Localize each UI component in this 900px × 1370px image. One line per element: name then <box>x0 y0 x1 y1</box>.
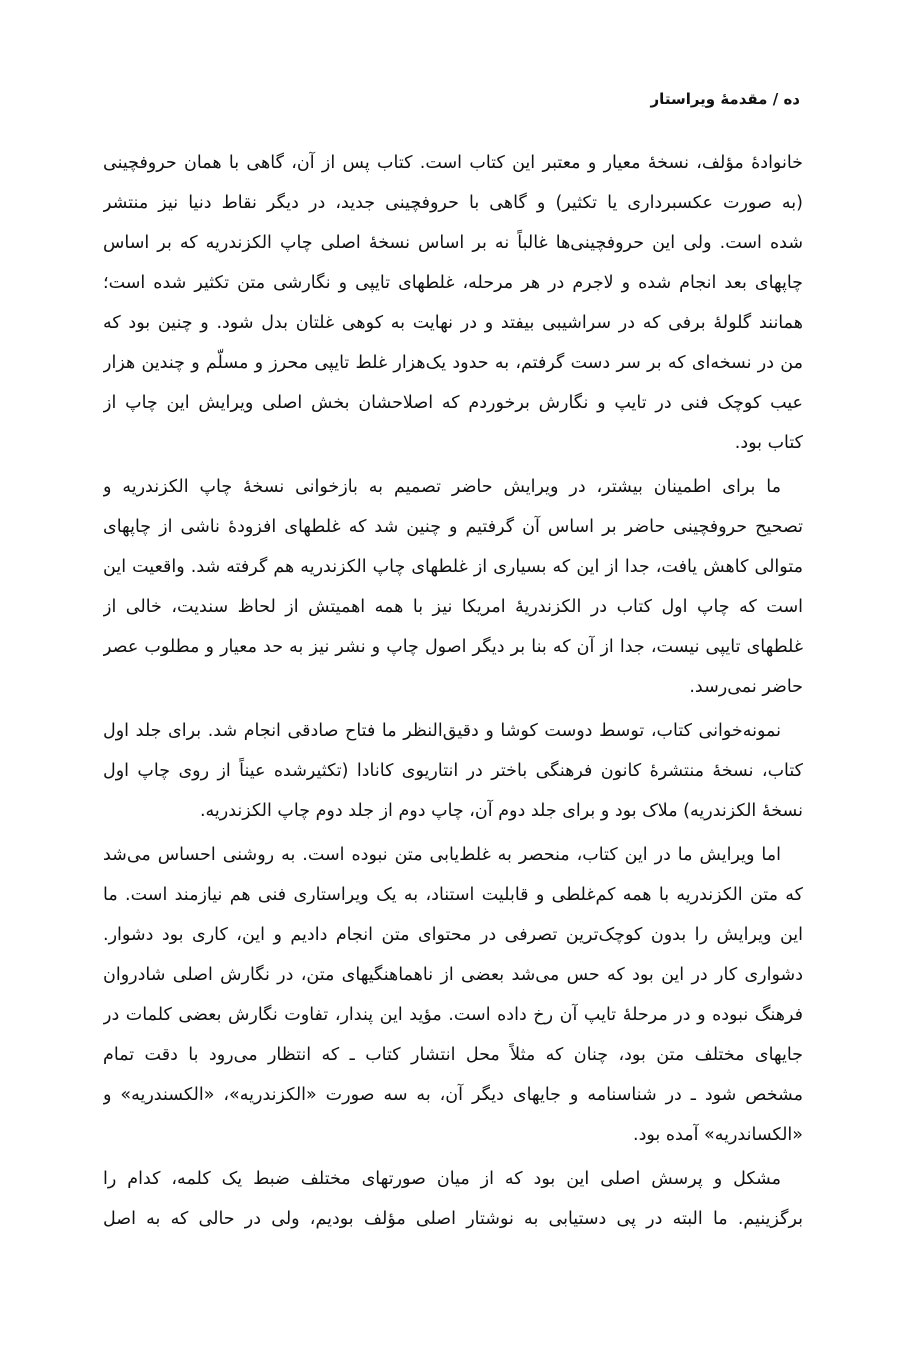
section-title: مقدمهٔ ویراستار <box>650 90 768 108</box>
text-line: نمونه‌خوانی کتاب، توسط دوست کوشا و دقیق‌النظر ما فتاح صادقی انجام شد. برای جلد اول <box>103 721 781 741</box>
text-line: مشکل و پرسش اصلی این بود که از میان صورتهای مختلف ضبط یک کلمه، کدام را <box>103 1169 781 1189</box>
body-text <box>103 143 803 1243</box>
text-line: «الکساندریه» آمده بود. <box>633 1125 803 1145</box>
text-line: است که چاپ اول کتاب در الکزندریهٔ امریکا نیز با همه اهمیتش از لحاظ سندیت، خالی از <box>103 597 803 617</box>
text-line: حاضر نمی‌رسد. <box>689 677 803 697</box>
header-separator: / <box>772 90 779 108</box>
text-line: غلطهای تایپی نیست، جدا از آن که بنا بر دیگر اصول چاپ و نشر نیز به حد معیار و مطلوب عصر <box>103 637 803 657</box>
paragraph <box>103 835 803 1155</box>
text-line: برگزینیم. ما البته در پی دستیابی به نوشتار اصلی مؤلف بودیم، ولی در حالی که به اصل <box>103 1209 803 1229</box>
text-line: تصحیح حروفچینی حاضر بر اساس آن گرفتیم و چنین شد که غلطهای افزودهٔ ناشی از چاپهای <box>103 517 803 537</box>
text-line: (به صورت عکسبرداری یا تکثیر) و گاهی با حروفچینی جدید، در دیگر نقاط دنیا نیز منتشر <box>103 193 803 213</box>
paragraph <box>103 143 803 463</box>
paragraph <box>103 467 803 707</box>
text-line: مشخص شود ـ در شناسنامه و جایهای دیگر آن، به سه صورت «الکزندریه»، «الکسندریه» و <box>103 1085 803 1105</box>
text-line: چاپهای بعد انجام شده و لاجرم در هر مرحله، غلطهای تایپی و نگارشی متن تکثیر شده است؛ <box>103 273 803 293</box>
text-line: خانوادهٔ مؤلف، نسخهٔ معیار و معتبر این کتاب است. کتاب پس از آن، گاهی با همان حروفچینی <box>103 153 803 173</box>
paragraph <box>103 1159 803 1239</box>
text-line: همانند گلولهٔ برفی که در سراشیبی بیفتد و در نهایت به کوهی غلتان بدل شود. و چنین بود که <box>103 313 803 333</box>
text-line: کتاب، نسخهٔ منتشرهٔ کانون فرهنگی باختر در انتاریوی کانادا (تکثیرشده عیناً از روی چاپ اول <box>103 761 803 781</box>
text-line: فرهنگ نبوده و در مرحلهٔ تایپ آن رخ داده است. مؤید این پندار، تفاوت نگارش بعضی کلمات در <box>103 1005 803 1025</box>
paragraph <box>103 711 803 831</box>
text-line: نسخهٔ الکزندریه) ملاک بود و برای جلد دوم آن، چاپ دوم از جلد دوم چاپ الکزندریه. <box>199 801 803 821</box>
text-line: ما برای اطمینان بیشتر، در ویرایش حاضر تصمیم به بازخوانی نسخهٔ چاپ الکزندریه و <box>103 477 781 497</box>
running-header <box>651 90 800 108</box>
page-number: ده <box>783 90 800 108</box>
text-line: این ویرایش را بدون کوچک‌ترین تصرفی در محتوای متن انجام دادیم و این، کاری بود دشوار. <box>103 925 803 945</box>
text-line: متوالی کاهش یافت، جدا از این که بسیاری از غلطهای چاپ الکزندریه هم گرفته شد. واقعیت این <box>103 557 803 577</box>
text-line: اما ویرایش ما در این کتاب، منحصر به غلط‌یابی متن نبوده است. به روشنی احساس می‌شد <box>103 845 781 865</box>
text-line: که متن الکزندریه با همه کم‌غلطی و قابلیت استناد، به یک ویراستاری فنی هم نیازمند است. ما <box>103 885 803 905</box>
text-line: عیب کوچک فنی در تایپ و نگارش برخوردم که اصلاحشان بخش اصلی ویرایش این چاپ از <box>103 393 803 413</box>
text-line: جایهای مختلف متن بود، چنان که مثلاً محل انتشار کتاب ـ که انتظار می‌رود با دقت تمام <box>103 1045 803 1065</box>
text-line: شده است. ولی این حروفچینی‌ها غالباً نه بر اساس نسخهٔ اصلی چاپ الکزندریه که بر اساس <box>103 233 803 253</box>
text-line: دشواری کار در این بود که حس می‌شد بعضی از ناهماهنگیهای متن، در نگارش اصلی شادروان <box>103 965 803 985</box>
text-line: من در نسخه‌ای که بر سر دست گرفتم، به حدود یک‌هزار غلط تایپی محرز و مسلّم و چندین هزار <box>103 353 803 373</box>
text-line: کتاب بود. <box>734 433 803 453</box>
